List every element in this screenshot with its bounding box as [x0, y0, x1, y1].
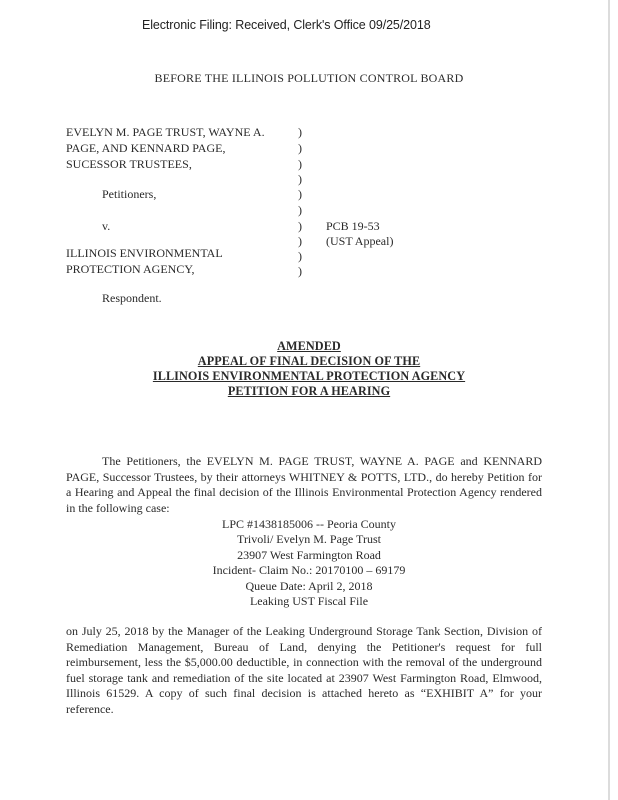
heading-line-3: ILLINOIS ENVIRONMENTAL PROTECTION AGENCY: [152, 369, 466, 383]
caption-paren: ): [298, 219, 302, 233]
case-block-line: Trivoli/ Evelyn M. Page Trust: [237, 532, 381, 547]
case-reference-block: [0, 517, 618, 609]
caption-paren: ): [298, 264, 302, 278]
respondent-label: Respondent.: [102, 291, 162, 305]
heading-amended: AMENDED: [277, 339, 341, 353]
heading-line-4: PETITION FOR A HEARING: [227, 384, 391, 398]
caption-paren: ): [298, 249, 302, 263]
case-number: PCB 19-53: [326, 219, 380, 233]
caption-paren: ): [298, 234, 302, 248]
filing-stamp: Electronic Filing: Received, Clerk's Office 09/25/2018: [142, 18, 431, 32]
caption-paren: ): [298, 187, 302, 201]
versus-label: v.: [102, 219, 111, 233]
caption-paren: ): [298, 141, 302, 155]
decision-paragraph: on July 25, 2018 by the Manager of the Leaking Underground Storage Tank Section, Division of Remediation Management, Bureau of Land, denying the Petitioner's request for full reimbursement, less the $5,000.00 deductible, in connection with the removal of the underground fuel storage tank and remediation of the site located at 23907 West Farmington Road, Elmwood, Illinois 61529. A copy of such final decision is attached hereto as “EXHIBIT A” for your reference.: [66, 624, 542, 716]
case-block-line: Leaking UST Fiscal File: [249, 594, 369, 609]
case-block-line: Queue Date: April 2, 2018: [245, 578, 373, 593]
page-edge: [608, 0, 610, 800]
opening-paragraph-text: The Petitioners, the EVELYN M. PAGE TRUST, WAYNE A. PAGE and KENNARD PAGE, Successor Trustees, by their attorneys WHITNEY & POTTS, LTD., do hereby Petition for a Hearing and Appeal the final decision of the Illinois Environmental Protection Agency rendered in the following case:: [66, 454, 542, 515]
petitioner-line-3: SUCESSOR TRUSTEES,: [66, 157, 192, 171]
respondent-line-2: PROTECTION AGENCY,: [66, 262, 195, 276]
case-block-line: Incident- Claim No.: 20170100 – 69179: [212, 563, 406, 578]
respondent-line-1: ILLINOIS ENVIRONMENTAL: [66, 246, 223, 260]
caption-paren: ): [298, 172, 302, 186]
petitioner-line-1: EVELYN M. PAGE TRUST, WAYNE A.: [66, 125, 265, 139]
case-block-line: LPC #1438185006 -- Peoria County: [222, 517, 396, 531]
caption-paren: ): [298, 125, 302, 139]
case-block-line: 23907 West Farmington Road: [237, 547, 381, 562]
caption-paren: ): [298, 157, 302, 171]
caption-paren: ): [298, 203, 302, 217]
board-title: BEFORE THE ILLINOIS POLLUTION CONTROL BOARD: [154, 71, 464, 85]
heading-line-2: APPEAL OF FINAL DECISION OF THE: [197, 354, 421, 368]
petitioner-line-2: PAGE, AND KENNARD PAGE,: [66, 141, 226, 155]
opening-paragraph: [66, 454, 542, 516]
petitioners-label: Petitioners,: [102, 187, 157, 201]
case-type: (UST Appeal): [326, 234, 394, 248]
